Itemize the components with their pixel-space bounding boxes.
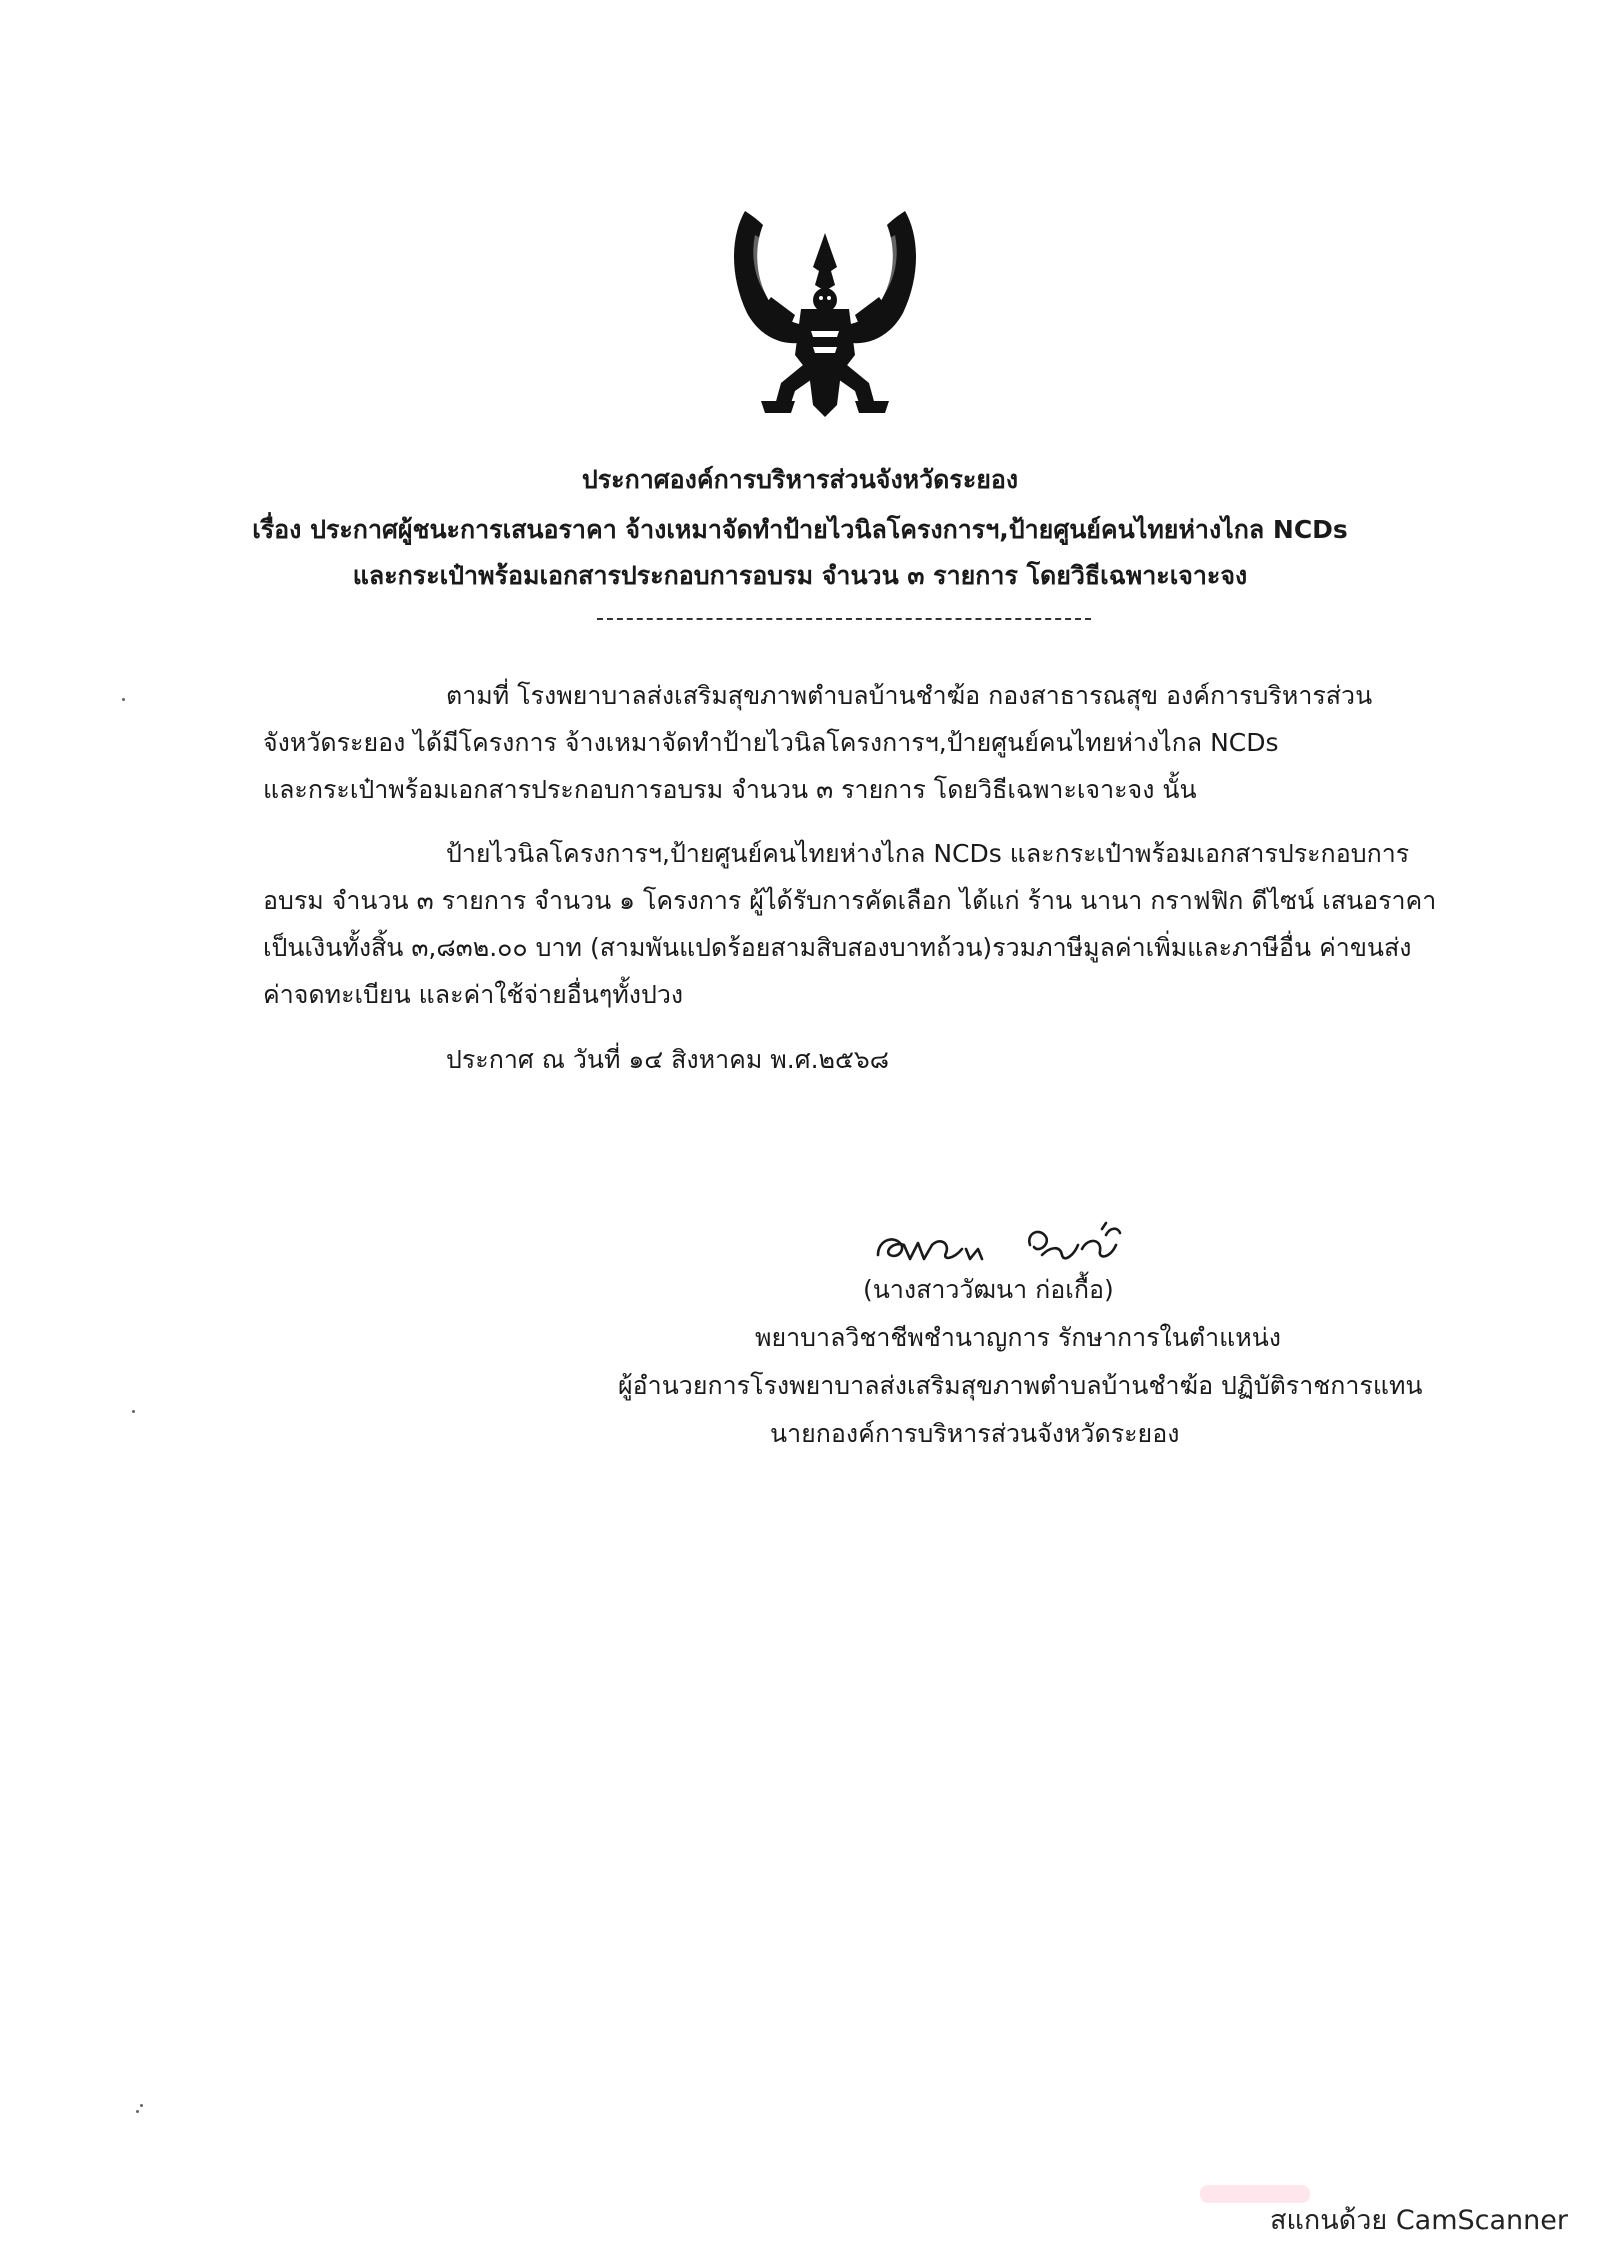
handwritten-signature	[870, 1215, 1130, 1275]
signatory-position-2: ผู้อำนวยการโรงพยาบาลส่งเสริมสุขภาพตำบลบ้านชำฆ้อ ปฏิบัติราชการแทน	[618, 1371, 1423, 1400]
paragraph-2-line-3: เป็นเงินทั้งสิ้น ๓,๘๓๒.๐๐ บาท (สามพันแปดร้อยสามสิบสองบาทถ้วน)รวมภาษีมูลค่าเพิ่มและภาษีอื่น ค่าขนส่ง	[263, 933, 1412, 962]
paragraph-2-line-4: ค่าจดทะเบียน และค่าใช้จ่ายอื่นๆทั้งปวง	[263, 980, 684, 1009]
announcement-date: ประกาศ ณ วันที่ ๑๔ สิงหาคม พ.ศ.๒๕๖๘	[446, 1045, 890, 1074]
paragraph-1-line-1: ตามที่ โรงพยาบาลส่งเสริมสุขภาพตำบลบ้านชำฆ้อ กองสาธารณสุข องค์การบริหารส่วน	[446, 681, 1373, 710]
signatory-position-3: นายกองค์การบริหารส่วนจังหวัดระยอง	[770, 1419, 1180, 1448]
garuda-emblem-icon	[725, 205, 925, 420]
paragraph-1-line-2: จังหวัดระยอง ได้มีโครงการ จ้างเหมาจัดทำป้ายไวนิลโครงการฯ,ป้ายศูนย์คนไทยห่างไกล NCDs	[263, 728, 1279, 757]
announcement-subject-line-2: และกระเป๋าพร้อมเอกสารประกอบการอบรม จำนวน ๓ รายการ โดยวิธีเฉพาะเจาะจง	[352, 561, 1248, 590]
paragraph-2-line-1: ป้ายไวนิลโครงการฯ,ป้ายศูนย์คนไทยห่างไกล NCDs และกระเป๋าพร้อมเอกสารประกอบการ	[446, 839, 1410, 868]
scan-speck	[132, 1410, 135, 1413]
heading-divider	[597, 618, 1091, 620]
paragraph-1-line-3: และกระเป๋าพร้อมเอกสารประกอบการอบรม จำนวน ๓ รายการ โดยวิธีเฉพาะเจาะจง นั้น	[263, 775, 1197, 804]
scan-speck	[140, 2104, 143, 2107]
announcement-title: ประกาศองค์การบริหารส่วนจังหวัดระยอง	[581, 465, 1019, 494]
signatory-name: (นางสาววัฒนา ก่อเกื้อ)	[863, 1275, 1114, 1304]
signatory-position-1: พยาบาลวิชาชีพชำนาญการ รักษาการในตำแหน่ง	[755, 1323, 1282, 1352]
paragraph-2-line-2: อบรม จำนวน ๓ รายการ จำนวน ๑ โครงการ ผู้ได้รับการคัดเลือก ได้แก่ ร้าน นานา กราฟฟิก ดีไซน์ เสนอราคา	[263, 886, 1437, 915]
announcement-subject-line-1: เรื่อง ประกาศผู้ชนะการเสนอราคา จ้างเหมาจัดทำป้ายไวนิลโครงการฯ,ป้ายศูนย์คนไทยห่างไกล NCDs	[252, 515, 1348, 544]
scan-speck	[122, 698, 125, 701]
scan-speck	[136, 2110, 139, 2113]
camscanner-watermark: สแกนด้วย CamScanner	[1270, 2205, 1568, 2236]
